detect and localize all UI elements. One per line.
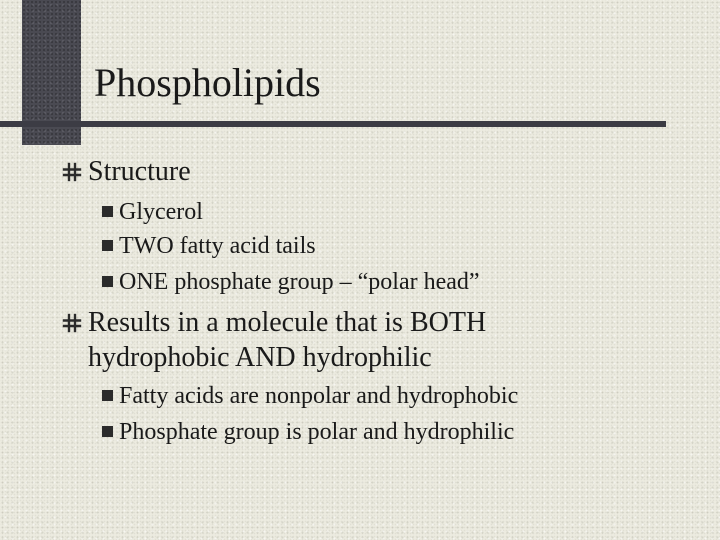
sub-bullet-text: ONE phosphate group – “polar head” (119, 269, 480, 295)
square-bullet-icon (102, 206, 113, 217)
square-bullet-icon (102, 276, 113, 287)
sub-bullet-text: TWO fatty acid tails (119, 233, 316, 259)
bullet-text: Structure (88, 156, 191, 187)
square-bullet-icon (102, 390, 113, 401)
slide-title: Phospholipids (94, 60, 321, 105)
title-divider (0, 121, 666, 127)
sub-bullet-text: Fatty acids are nonpolar and hydrophobic (119, 383, 519, 409)
hash-bullet-icon (62, 313, 82, 333)
square-bullet-icon (102, 426, 113, 437)
sub-bullet-text: Glycerol (119, 199, 203, 225)
sub-bullet-text: Phosphate group is polar and hydrophilic (119, 419, 515, 445)
hash-bullet-icon (62, 162, 82, 182)
square-bullet-icon (102, 240, 113, 251)
bullet-text-line2: hydrophobic AND hydrophilic (88, 342, 432, 373)
bullet-text-line1: Results in a molecule that is BOTH (88, 307, 487, 338)
